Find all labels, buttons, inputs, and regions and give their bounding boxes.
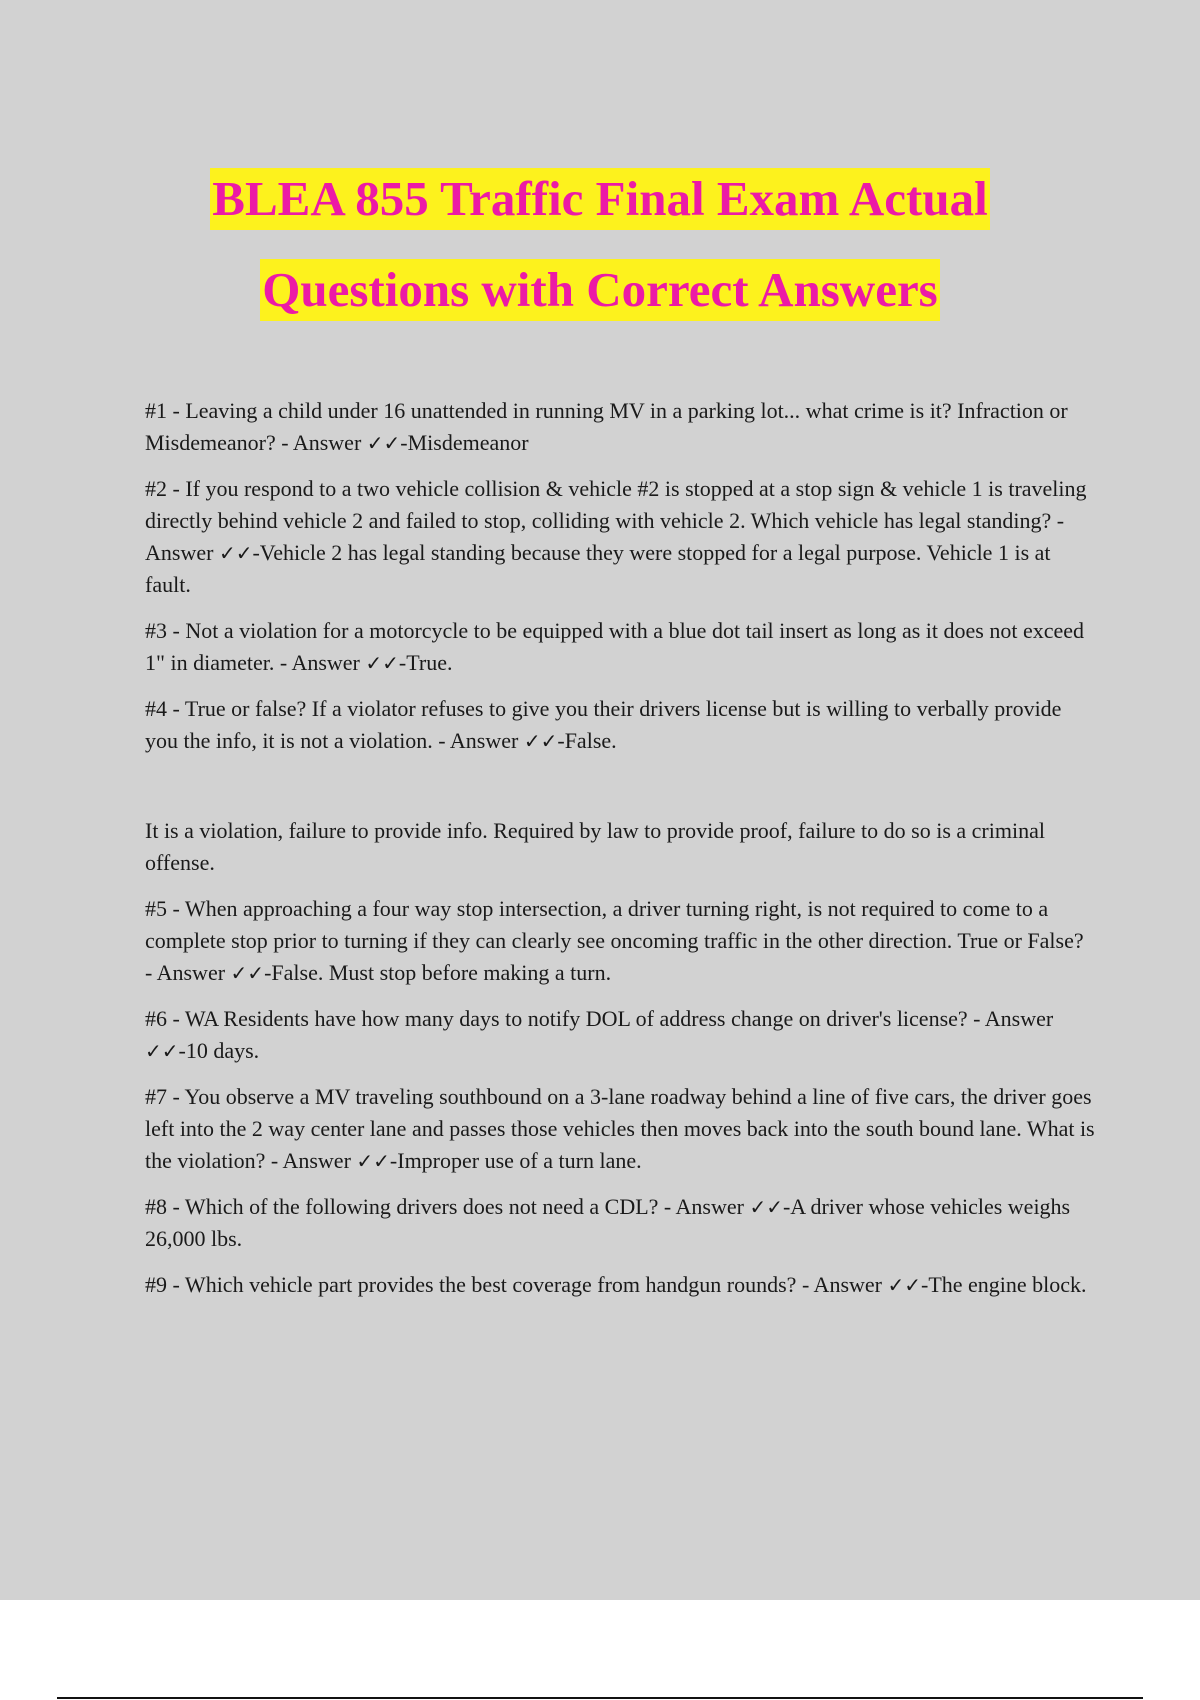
question-text: #3 - Not a violation for a motorcycle to be equipped with a blue dot tail insert as long as it does not exceed 1" in diameter. - Answer	[145, 618, 1085, 675]
qa-item-8	[145, 1191, 1095, 1255]
check-mark-icon: ✓✓	[887, 1273, 921, 1297]
check-mark-icon: ✓✓	[366, 431, 401, 455]
qa-list	[145, 395, 1095, 1315]
qa-item-4	[145, 693, 1095, 757]
answer-text: -False.	[557, 728, 617, 753]
answer-text: -Misdemeanor	[400, 430, 529, 455]
answer-explanation: It is a violation, failure to provide info. Required by law to provide proof, failure to do so is a criminal offense.	[145, 818, 1045, 875]
check-mark-icon: ✓✓	[749, 1195, 783, 1219]
footer-divider	[57, 1697, 1143, 1699]
question-text: #5 - When approaching a four way stop intersection, a driver turning right, is not required to come to a complete stop prior to turning if they can clearly see oncoming traffic in the other direction. True or False? - Answer	[145, 896, 1084, 985]
question-text: #9 - Which vehicle part provides the best coverage from handgun rounds? - Answer	[145, 1272, 888, 1297]
check-mark-icon: ✓✓	[523, 729, 558, 753]
qa-item-3	[145, 615, 1095, 679]
answer-text: -The engine block.	[921, 1272, 1087, 1297]
question-text: #1 - Leaving a child under 16 unattended in running MV in a parking lot... what crime is it? Infraction or Misdemeanor? - Answer	[145, 398, 1068, 455]
question-text: #6 - WA Residents have how many days to notify DOL of address change on driver's license? - Answer	[145, 1006, 1054, 1031]
question-text: #8 - Which of the following drivers does not need a CDL? - Answer	[145, 1194, 750, 1219]
qa-item-2	[145, 473, 1095, 601]
question-text: #7 - You observe a MV traveling southbound on a 3-lane roadway behind a line of five cars, the driver goes left into the 2 way center lane and passes those vehicles then moves back into the south bound lane. What is the violation? - Answer	[145, 1084, 1095, 1173]
qa-item-1	[145, 395, 1095, 459]
check-mark-icon: ✓✓	[365, 651, 399, 675]
title-line-1: BLEA 855 Traffic Final Exam Actual	[210, 168, 989, 230]
question-text: #4 - True or false? If a violator refuses to give you their drivers license but is willing to verbally provide you the info, it is not a violation. - Answer	[145, 696, 1062, 753]
answer-text: -False. Must stop before making a turn.	[264, 960, 612, 985]
answer-text: -Improper use of a turn lane.	[389, 1148, 642, 1173]
qa-item-5	[145, 893, 1095, 989]
qa-item-6	[145, 1003, 1095, 1067]
answer-text: -True.	[398, 650, 453, 675]
check-mark-icon: ✓✓	[218, 541, 253, 565]
qa-item-7	[145, 1081, 1095, 1177]
answer-text: -A driver whose vehicles weighs 26,000 lbs.	[145, 1194, 1071, 1251]
check-mark-icon: ✓✓	[145, 1039, 179, 1063]
answer-text: -Vehicle 2 has legal standing because they were stopped for a legal purpose. Vehicle 1 is at fault.	[145, 540, 1051, 597]
check-mark-icon: ✓✓	[230, 961, 265, 985]
document-title	[0, 168, 1200, 321]
question-text: #2 - If you respond to a two vehicle collision & vehicle #2 is stopped at a stop sign & vehicle 1 is traveling directly behind vehicle 2 and failed to stop, colliding with vehicle 2. Which vehicle has legal standing? - Answer	[145, 476, 1087, 565]
check-mark-icon: ✓✓	[356, 1149, 390, 1173]
answer-text: -10 days.	[178, 1038, 260, 1063]
title-line-2: Questions with Correct Answers	[260, 259, 940, 321]
qa-item-9	[145, 1269, 1095, 1301]
